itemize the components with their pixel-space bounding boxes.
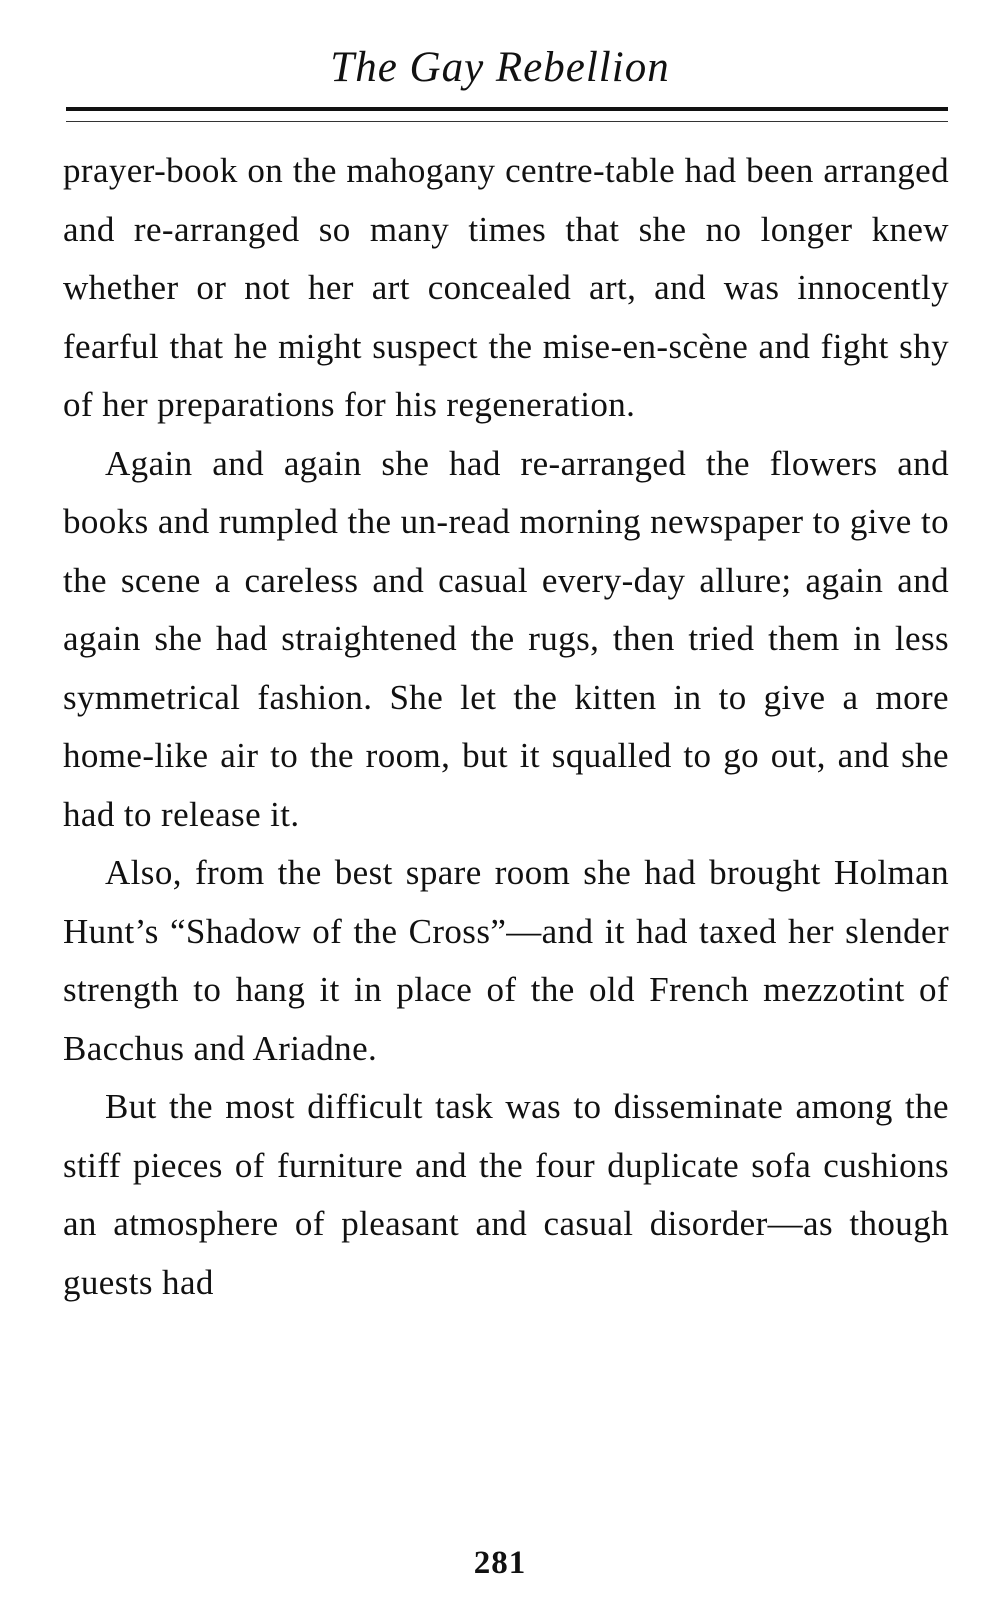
page-number: 281 <box>473 1545 527 1581</box>
running-head: The Gay Rebellion <box>330 44 670 91</box>
paragraph: But the most difficult task was to disseminate among the stiff pieces of furniture and the four duplicate sofa cushions an atmosphere of pleasant and casual disorder—as though guests had <box>63 1087 949 1302</box>
paragraph: Also, from the best spare room she had brought Holman Hunt’s “Shadow of the Cross”—and it had taxed her slender strength to hang it in place of the old French mezzotint of Bacchus and Ariadne. <box>63 853 949 1068</box>
body-text <box>63 142 949 1312</box>
paragraph: Again and again she had re-arranged the flowers and books and rumpled the un-read morning newspaper to give to the scene a careless and casual every-day allure; again and again she had straightened the rugs, then tried them in less symmetrical fashion. She let the kitten in to give a more home-like air to the room, but it squalled to go out, and she had to release it. <box>63 443 949 834</box>
header-rule-thick <box>66 107 948 111</box>
header-rule-thin <box>66 121 948 122</box>
paragraph-continued: prayer-book on the mahogany centre-table had been arranged and re-arranged so many times that she no longer knew whether or not her art concealed art, and was innocently fearful that he might suspect the mise-en-scène and fight shy of her preparations for his regeneration. <box>63 151 949 424</box>
